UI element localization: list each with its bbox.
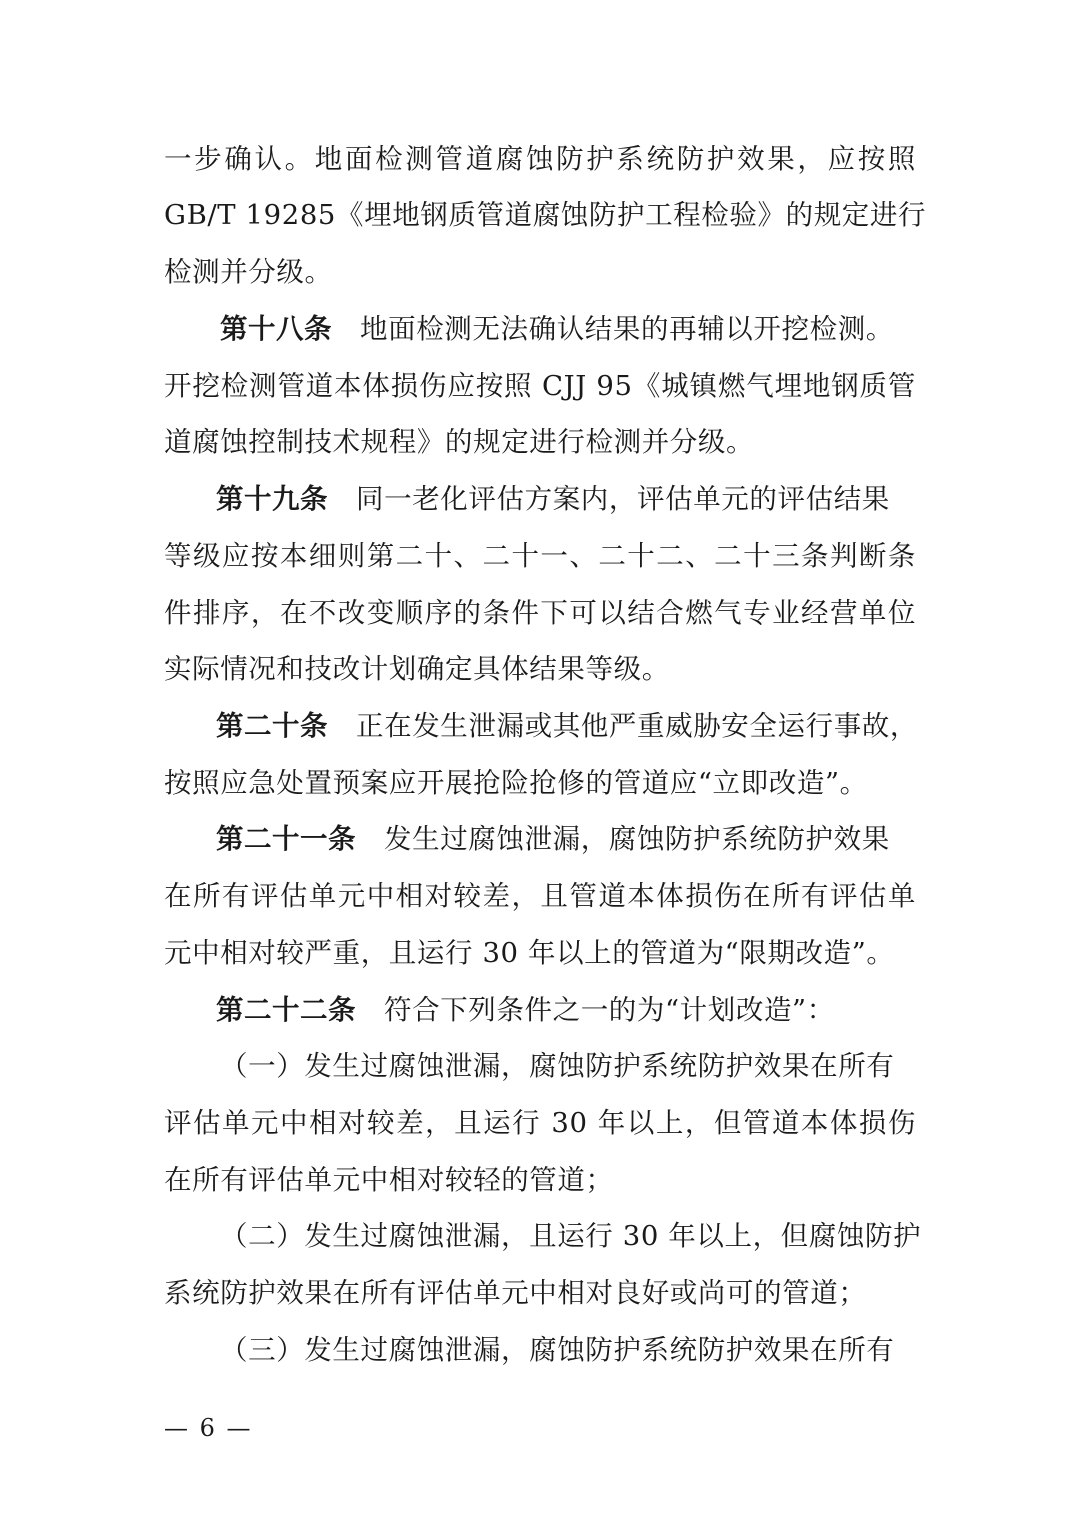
paragraph-line: GB/T 19285《埋地钢质管道腐蚀防护工程检验》的规定进行 xyxy=(164,199,927,231)
article-number: 第二十条 xyxy=(216,710,328,742)
article-19 xyxy=(216,482,916,516)
article-text: 正在发生泄漏或其他严重威胁安全运行事故， xyxy=(356,710,918,742)
paragraph-line: 开挖检测管道本体损伤应按照 CJJ 95《城镇燃气埋地钢质管 xyxy=(164,370,916,402)
article-number: 第二十一条 xyxy=(216,823,356,855)
article-number: 第二十二条 xyxy=(216,994,356,1026)
list-item-2: （二）发生过腐蚀泄漏，且运行 30 年以上，但腐蚀防护 xyxy=(220,1220,922,1252)
paragraph-line: 在所有评估单元中相对较轻的管道； xyxy=(164,1164,614,1196)
paragraph-line: 元中相对较严重，且运行 30 年以上的管道为“限期改造”。 xyxy=(164,937,895,969)
article-20 xyxy=(216,709,916,743)
article-text: 发生过腐蚀泄漏，腐蚀防护系统防护效果 xyxy=(384,823,890,855)
paragraph-line: 检测并分级。 xyxy=(164,256,333,288)
paragraph-line: 评估单元中相对较差，且运行 30 年以上，但管道本体损伤 xyxy=(164,1107,916,1139)
article-18 xyxy=(220,312,920,346)
article-text: 同一老化评估方案内，评估单元的评估结果 xyxy=(356,483,890,515)
paragraph-line: 等级应按本细则第二十、二十一、二十二、二十三条判断条 xyxy=(164,540,916,572)
article-number: 第十八条 xyxy=(220,313,332,345)
paragraph-line: 一步确认。地面检测管道腐蚀防护系统防护效果，应按照 xyxy=(164,143,916,175)
article-text: 地面检测无法确认结果的再辅以开挖检测。 xyxy=(360,313,894,345)
article-22 xyxy=(216,993,916,1027)
paragraph-line: 件排序，在不改变顺序的条件下可以结合燃气专业经营单位 xyxy=(164,597,916,629)
article-21 xyxy=(216,822,916,856)
paragraph-line: 按照应急处置预案应开展抢险抢修的管道应“立即改造”。 xyxy=(164,767,868,799)
paragraph-line: 道腐蚀控制技术规程》的规定进行检测并分级。 xyxy=(164,426,755,458)
list-item-1: （一）发生过腐蚀泄漏，腐蚀防护系统防护效果在所有 xyxy=(220,1050,895,1082)
list-item-3: （三）发生过腐蚀泄漏，腐蚀防护系统防护效果在所有 xyxy=(220,1334,895,1366)
article-number: 第十九条 xyxy=(216,483,328,515)
page-number: — 6 — xyxy=(164,1414,253,1442)
paragraph-line: 系统防护效果在所有评估单元中相对良好或尚可的管道； xyxy=(164,1277,867,1309)
article-text: 符合下列条件之一的为“计划改造”： xyxy=(384,994,835,1026)
paragraph-line: 在所有评估单元中相对较差，且管道本体损伤在所有评估单 xyxy=(164,880,916,912)
paragraph-line: 实际情况和技改计划确定具体结果等级。 xyxy=(164,653,670,685)
